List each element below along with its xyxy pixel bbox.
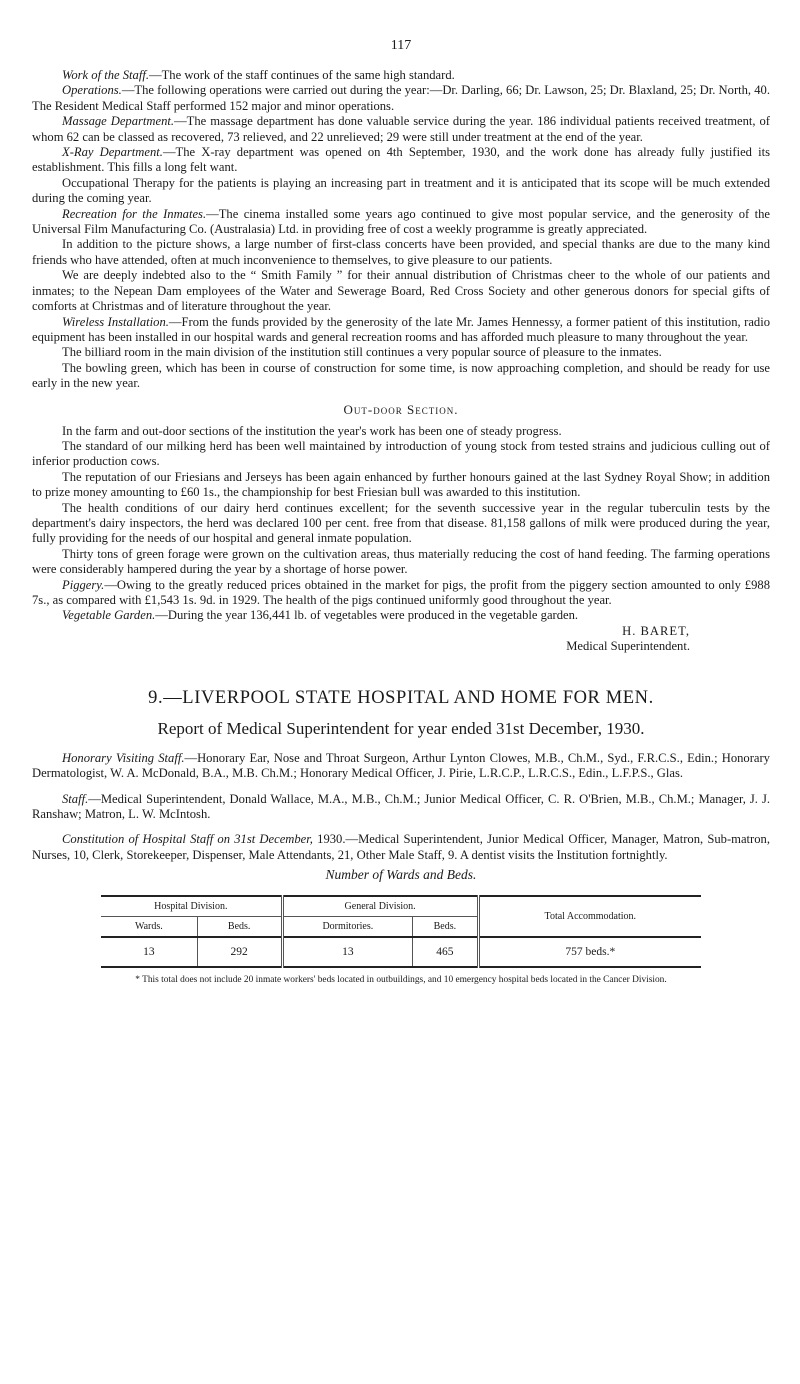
hospital-division-header: Hospital Division. (101, 896, 282, 917)
honorary-staff-text: —Honorary Ear, Nose and Throat Surgeon, Arthur Lynton Clowes, M.B., Ch.M., Syd., F.R.C.S., Edin.; Honorary Dermatologist, W. A. McDonald, B.A., M.B. Ch.M.; Honorary Medical Officer, J. Pirie, L.R.C.P., L.R.C.S., Edin., L.F.P.S., Glas. (32, 750, 770, 781)
honorary-staff-paragraph (32, 751, 770, 782)
constitution-text: 1930.—Medical Superintendent, Junior Medical Officer, Manager, Matron, Sub-matron, Nurses, 10, Clerk, Storekeeper, Dispenser, Male Attendants, 21, Other Male Staff, 9. A dentist visits the Institution fortnightly. (32, 832, 770, 862)
paragraph (32, 345, 770, 360)
outdoor-paragraphs (32, 424, 770, 624)
report-title: Report of Medical Superintendent for year ended 31st December, 1930. (157, 718, 645, 738)
table-footnote: * This total does not include 20 inmate workers' beds located in outbuildings, and 10 emergency hospital beds located in the Cancer Division. (135, 975, 667, 986)
paragraph (32, 608, 770, 623)
paragraph (32, 547, 770, 578)
paragraph (32, 237, 770, 268)
signature-name: H. BARET, (622, 623, 690, 638)
cell-beds: 292 (197, 937, 282, 967)
paragraph-heading: Operations. (62, 83, 122, 98)
constitution-heading: Constitution of Hospital Staff on 31st December, (62, 832, 313, 847)
paragraph (32, 114, 770, 145)
total-accommodation-header: Total Accommodation. (478, 896, 701, 937)
hospital-title: 9.—LIVERPOOL STATE HOSPITAL AND HOME FOR MEN. (148, 687, 654, 708)
paragraph-text: The health conditions of our dairy herd continues excellent; for the seventh successive year in the regular tuberculin tests by the department's dairy inspectors, the herd was declared 100 per cent. free from that disease. 81,158 gallons of milk were produced during the year, fully providing for the needs of our hospital and general inmate population. (32, 500, 770, 546)
paragraph-text: —The following operations were carried out during the year:—Dr. Darling, 66; Dr. Lawson, 25; Dr. Blaxland, 25; Dr. North, 40. The Resident Medical Staff performed 152 major and minor operations. (32, 83, 770, 113)
paragraph-heading: Massage Department. (62, 114, 175, 129)
cell-wards: 13 (101, 937, 197, 967)
paragraph (32, 501, 770, 547)
paragraph-text: —Owing to the greatly reduced prices obtained in the market for pigs, the profit from the piggery section amounted to only £988 7s., as compared with £1,543 1s. 9d. in 1929. The health of the pigs continued uniformly good throughout the year. (32, 577, 770, 607)
paragraph-heading: Piggery. (62, 577, 105, 592)
outdoor-section-heading: Out-door Section. (343, 401, 459, 417)
table-row (101, 937, 701, 967)
paragraph-heading: Wireless Installation. (62, 314, 169, 329)
signature-title: Medical Superintendent. (566, 638, 690, 653)
paragraph-text: Occupational Therapy for the patients is playing an increasing part in treatment and it is anticipated that its scope will be much extended during the coming year. (32, 175, 770, 206)
staff-heading: Staff. (62, 791, 89, 806)
staff-text: —Medical Superintendent, Donald Wallace, M.A., M.B., Ch.M.; Junior Medical Officer, C. R. O'Brien, M.B., Ch.M.; Manager, J. J. Ranshaw; Matron, L. W. McIntosh. (32, 791, 770, 822)
paragraph (32, 315, 770, 346)
paragraph-text: The billiard room in the main division of the institution still continues a very popular source of pleasure to the inmates. (62, 345, 662, 360)
paragraph (32, 145, 770, 176)
paragraph-text: The standard of our milking herd has been well maintained by introduction of young stock from tested strains and judicious culling out of inferior production cows. (32, 438, 770, 469)
paragraph-text: In addition to the picture shows, a large number of first-class concerts have been provided, and special thanks are due to the many kind friends who have attended, often at much inconvenience to themselves, to give pleasure to our patients. (32, 237, 770, 267)
paragraph (32, 361, 770, 392)
paragraph-text: —During the year 136,441 lb. of vegetables were produced in the vegetable garden. (155, 608, 579, 623)
col-beds: Beds. (197, 917, 282, 938)
paragraph-heading: X-Ray Department. (62, 145, 163, 160)
paragraph (32, 470, 770, 501)
report-paragraphs-top (32, 68, 770, 392)
col-dormitories: Dormitories. (282, 917, 413, 938)
general-division-header: General Division. (282, 896, 478, 917)
paragraph (32, 268, 770, 314)
staff-paragraph (32, 792, 770, 823)
constitution-paragraph (32, 832, 770, 863)
paragraph (32, 578, 770, 609)
paragraph-text: —The cinema installed some years ago continued to give most popular service, and the generosity of the Universal Film Manufacturing Co. (Australasia) Ltd. in providing free of cost a weekly programme is greatly appreciated. (32, 206, 770, 237)
cell-total: 757 beds.* (478, 937, 701, 967)
wards-beds-table (101, 895, 701, 968)
signature-block (32, 624, 770, 654)
col-wards: Wards. (134, 921, 163, 933)
paragraph (32, 83, 770, 114)
table-caption: Number of Wards and Beds. (325, 867, 477, 883)
paragraph-heading: Recreation for the Inmates. (62, 206, 207, 221)
paragraph-text: —The X-ray department was opened on 4th September, 1930, and the work done has already fully justified its establishment. This fills a long felt want. (32, 145, 771, 175)
paragraph-heading: Vegetable Garden. (62, 608, 156, 623)
cell-beds-general: 465 (413, 937, 478, 967)
paragraph (32, 176, 770, 207)
paragraph-text: —From the funds provided by the generosity of the late Mr. James Hennessy, a former patient of this institution, radio equipment has been installed in our hospital wards and general recreation rooms and has afforded much pleasure to many throughout the year. (32, 314, 770, 344)
paragraph-text: The reputation of our Friesians and Jerseys has been again enhanced by further honours gained at the last Sydney Royal Show; in addition to prize money amounting to £60 1s., the championship for best Friesian bull was awarded to this institution. (32, 469, 770, 500)
paragraph-text: —The massage department has done valuable service during the year. 186 individual patients received treatment, of whom 62 can be classed as recovered, 73 relieved, and 22 unrelieved; 29 were still under treatment at the end of the year. (32, 114, 771, 144)
page-number: 117 (390, 38, 412, 53)
paragraph-heading: Work of the Staff. (62, 68, 149, 82)
honorary-staff-heading: Honorary Visiting Staff. (62, 750, 185, 765)
paragraph-text: Thirty tons of green forage were grown on the cultivation areas, thus materially reducing the cost of hand feeding. The farming operations were considerably hampered during the year by a shortage of horse power. (32, 546, 770, 577)
col-beds-general: Beds. (413, 917, 478, 938)
paragraph-text: In the farm and out-door sections of the institution the year's work has been one of steady progress. (62, 423, 562, 438)
paragraph-text: The bowling green, which has been in course of construction for some time, is now approaching completion, and should be ready for use early in the new year. (32, 360, 770, 391)
paragraph (32, 439, 770, 470)
paragraph-text: —The work of the staff continues of the same high standard. (149, 68, 455, 82)
paragraph (32, 424, 770, 439)
paragraph (32, 68, 770, 83)
paragraph (32, 207, 770, 238)
paragraph-text: We are deeply indebted also to the “ Smith Family ” for their annual distribution of Christmas cheer to the whole of our patients and inmates; to the Nepean Dam employees of the Water and Sewerage Board, Red Cross Society and other generous donors for special gifts of comforts at Christmas and of literature throughout the year. (32, 268, 770, 314)
cell-dormitories: 13 (282, 937, 413, 967)
